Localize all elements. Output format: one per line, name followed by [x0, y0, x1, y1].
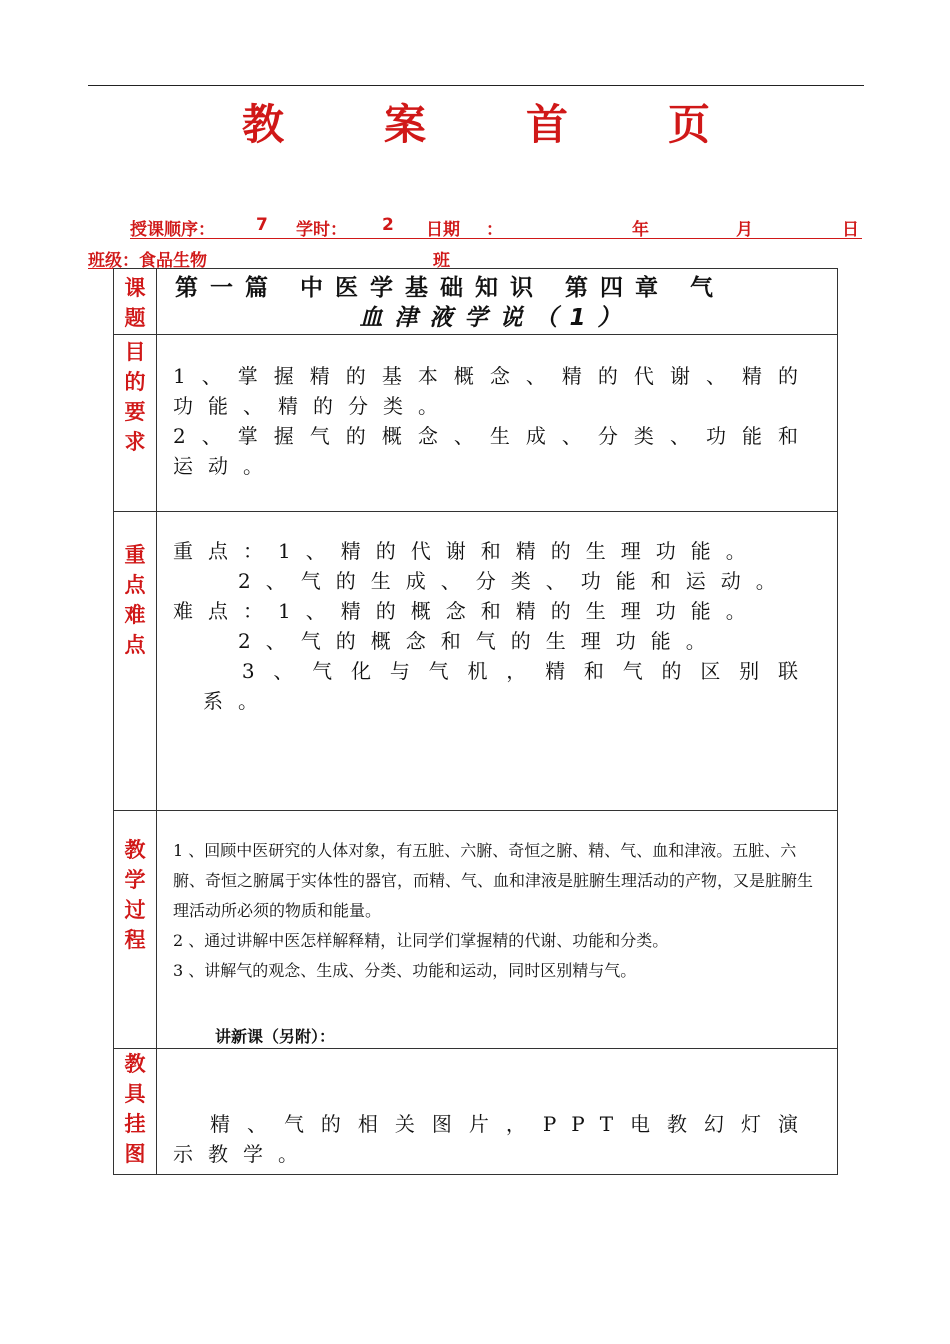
objective-1: 1、掌握精的基本概念、精的代谢、精的功能、精的分类。	[173, 364, 813, 418]
key-point-2: 2、气的生成、分类、功能和运动。	[203, 569, 791, 593]
process-label-cell	[114, 811, 157, 1049]
year-label: 年	[632, 220, 649, 240]
aids-label: 教具挂图	[124, 1052, 146, 1166]
process-step-2: 2 、通过讲解中医怎样解释精，让同学们掌握精的代谢、功能和分类。	[173, 931, 669, 950]
hours-value: 2	[382, 215, 394, 235]
topic-line-2: 血津液学说（1）	[359, 305, 633, 331]
page-title	[88, 92, 864, 152]
process-step-3: 3 、讲解气的观念、生成、分类、功能和运动，同时区别精与气。	[173, 961, 637, 980]
objectives-row	[114, 335, 838, 512]
aids-content-cell	[157, 1049, 838, 1175]
key-points-label-cell	[114, 512, 157, 811]
key-point-1: 重点：1、精的代谢和精的生理功能。	[173, 539, 761, 563]
objectives-label: 目的要求	[124, 340, 146, 454]
objectives-content-cell	[157, 335, 838, 512]
order-value: 7	[256, 215, 268, 235]
aids-text: 精、气的相关图片，PPT电教幻灯演示教学。	[173, 1112, 813, 1166]
title-char-1: 教	[241, 100, 284, 149]
topic-row	[114, 269, 838, 335]
process-row	[114, 811, 838, 1049]
objective-2: 2、掌握气的概念、生成、分类、功能和运动。	[173, 424, 813, 478]
topic-label-cell	[114, 269, 157, 335]
top-rule	[88, 85, 864, 86]
day-label: 日	[842, 220, 859, 240]
hours-label: 学时：	[296, 220, 347, 240]
title-char-3: 首	[526, 100, 569, 149]
aids-row	[114, 1049, 838, 1175]
objectives-label-cell	[114, 335, 157, 512]
lesson-plan-table	[113, 268, 838, 1175]
difficulty-1: 难点：1、精的概念和精的生理功能。	[173, 599, 761, 623]
title-char-4: 页	[668, 100, 711, 149]
date-colon: ：	[486, 220, 503, 240]
difficulty-2: 2、气的概念和气的生理功能。	[203, 629, 721, 653]
process-content-cell	[157, 811, 838, 1049]
order-label: 授课顺序：	[130, 220, 215, 240]
lesson-meta-line	[130, 214, 862, 239]
key-points-row	[114, 512, 838, 811]
topic-line-1: 第一篇 中医学基础知识 第四章 气	[175, 275, 726, 301]
difficulty-3: 3、气化与气机，精和气的区别联系。	[203, 659, 813, 713]
date-label: 日期	[426, 220, 460, 240]
topic-text	[157, 269, 837, 333]
class-suffix: 班	[433, 251, 450, 271]
process-label: 教学过程	[124, 838, 146, 952]
new-lesson-note: 讲新课（另附）：	[215, 1027, 336, 1046]
topic-content-cell	[157, 269, 838, 335]
aids-label-cell	[114, 1049, 157, 1175]
key-points-content-cell	[157, 512, 838, 811]
class-label: 班级：食品生物	[88, 251, 207, 271]
month-label: 月	[736, 220, 753, 240]
class-line	[88, 246, 458, 269]
process-step-1: 1 、回顾中医研究的人体对象，有五脏、六腑、奇恒之腑、精、气、血和津液。五脏、六腑、奇恒之腑属于实体性的器官，而精、气、血和津液是脏腑生理活动的产物，又是脏腑生理活动所必须的物质和能量。	[173, 841, 814, 920]
topic-label: 课题	[124, 276, 146, 330]
key-points-label: 重点难点	[124, 543, 146, 657]
title-char-2: 案	[383, 100, 426, 149]
